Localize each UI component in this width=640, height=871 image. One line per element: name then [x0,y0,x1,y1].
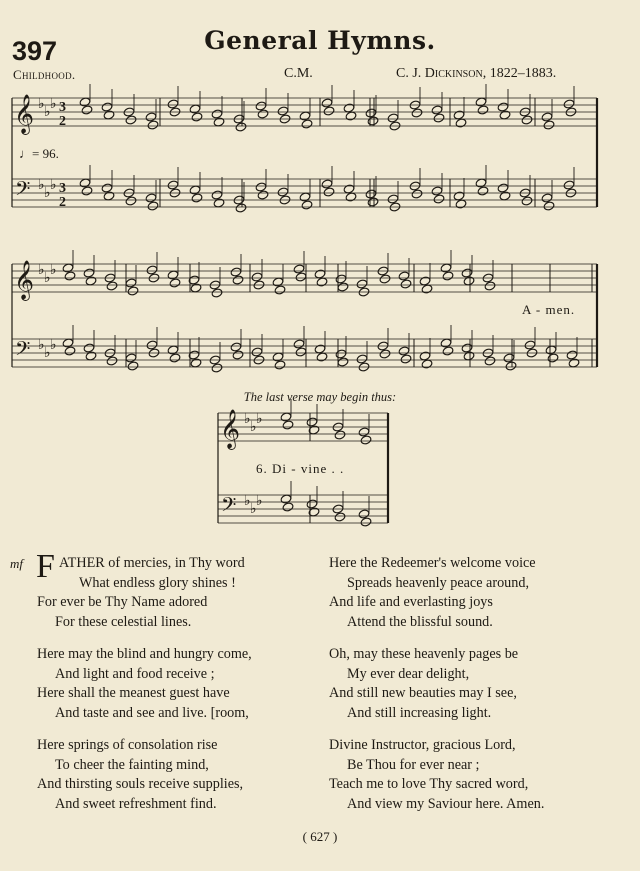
verse-line: Oh, may these heavenly pages be [329,646,519,662]
note-head [484,281,496,291]
note-head [189,185,201,195]
flat-icon: ♭ [50,177,57,193]
note-head [190,358,202,368]
bass-clef-icon: 𝄢 [221,493,237,521]
note-head [563,99,575,109]
verse-line: Here springs of consolation rise [37,737,218,753]
note-head [167,180,179,190]
note-head [356,354,368,364]
note-head [299,192,311,202]
note-head [230,267,242,277]
note-head [79,97,91,107]
note-head [360,517,372,527]
verse-2 [37,645,252,723]
flat-icon: ♭ [50,96,57,112]
flat-icon: ♭ [50,337,57,353]
note-head [521,115,533,125]
verse-line: Here shall the meanest guest have [37,685,230,701]
note-head [387,194,399,204]
note-head [431,105,443,115]
verse-line: For these celestial lines. [55,613,192,630]
note-head [79,178,91,188]
note-head [62,338,74,348]
note-head [563,180,575,190]
note-head [400,279,412,289]
note-head [146,340,158,350]
note-head [255,182,267,192]
note-head [145,112,157,122]
flat-icon: ♭ [44,345,51,361]
note-head [321,98,333,108]
note-head [323,106,335,116]
note-head [421,284,433,294]
note-head [103,191,115,201]
note-head [101,183,113,193]
last-verse-caption: The last verse may begin thus: [243,390,397,404]
verse-5 [329,645,518,723]
note-head [358,509,370,519]
composer-surname: Dickinson [424,66,483,81]
note-head [167,345,179,355]
note-head [272,277,284,287]
note-head [83,343,95,353]
time-signature: 2 [59,114,66,129]
note-head [125,196,137,206]
note-head [477,105,489,115]
note-head [232,275,244,285]
note-head [257,109,269,119]
note-head [453,110,465,120]
drop-cap: F [36,548,55,585]
amen-lyric: A - men. [522,302,576,317]
composer-initials: C. J. [396,66,422,81]
verse-line: ATHER of mercies, in Thy word [59,555,245,571]
tempo-marking: ♩= 96. [19,146,59,161]
verse-line: Be Thou for ever near ; [347,756,480,773]
time-signature: 3 [59,100,66,115]
note-head [411,189,423,199]
note-head [282,502,294,512]
note-head [497,183,509,193]
note-head [103,110,115,120]
note-head [433,194,445,204]
note-head [280,412,292,422]
note-head [257,190,269,200]
note-head [277,106,289,116]
note-head [64,346,76,356]
note-head [81,186,93,196]
note-head [235,122,247,132]
note-head [64,271,76,281]
verse-line: And view my Saviour here. Amen. [347,795,545,812]
note-head [321,179,333,189]
note-head [365,108,377,118]
note-head [213,198,225,208]
note-head [499,191,511,201]
note-head [343,184,355,194]
note-head [293,339,305,349]
verse-line: What endless glory shines ! [79,574,236,591]
note-head [345,111,357,121]
note-head [125,278,137,288]
treble-clef-icon: 𝄞 [220,409,241,449]
meter: C.M. [284,66,313,81]
note-head [277,187,289,197]
verse-line: And thirsting souls receive supplies, [37,776,244,792]
note-head [251,272,263,282]
note-head [440,263,452,273]
note-head [167,270,179,280]
note-head [543,201,555,211]
note-head [497,102,509,112]
flat-icon: ♭ [250,501,257,517]
note-head [274,285,286,295]
note-head [568,358,580,368]
note-head [314,269,326,279]
verse-line: To cheer the fainting mind, [55,756,209,773]
note-head [232,350,244,360]
note-head [566,350,578,360]
note-head [419,351,431,361]
note-head [125,115,137,125]
note-head [306,417,318,427]
treble-clef-icon: 𝄞 [14,260,35,300]
note-head [521,196,533,206]
flat-icon: ♭ [38,96,45,112]
note-head [211,288,223,298]
note-head [274,360,286,370]
dynamic-marking: mf [10,556,23,571]
note-head [421,359,433,369]
note-head [255,101,267,111]
note-head [358,427,370,437]
note-head [282,420,294,430]
note-head [106,356,118,366]
note-head [337,282,349,292]
note-head [295,347,307,357]
note-head [169,278,181,288]
note-head [127,286,139,296]
note-head [280,494,292,504]
note-head [191,193,203,203]
note-head [398,346,410,356]
verse-line: And still increasing light. [347,704,492,721]
page-number: ( 627 ) [302,829,338,844]
note-head [475,178,487,188]
verse-line: And light and food receive ; [55,665,215,682]
note-head [461,268,473,278]
note-head [316,352,328,362]
flat-icon: ♭ [256,411,263,427]
note-head [356,279,368,289]
note-head [251,347,263,357]
note-head [505,361,517,371]
note-head [499,110,511,120]
note-head [167,99,179,109]
note-head [127,361,139,371]
note-head [387,113,399,123]
verse-line: Attend the blissful sound. [347,613,493,630]
note-head [541,112,553,122]
verse-1 [37,554,245,632]
verse-line: For ever be Thy Name adored [37,594,208,610]
flat-icon: ♭ [256,493,263,509]
note-head [440,338,452,348]
note-head [411,108,423,118]
note-head [301,200,313,210]
flat-icon: ♭ [38,262,45,278]
note-head [453,191,465,201]
note-head [545,345,557,355]
note-head [442,346,454,356]
flat-icon: ♭ [244,411,251,427]
note-head [379,274,391,284]
note-head [477,186,489,196]
note-head [235,203,247,213]
note-head [360,435,372,445]
time-signature: 3 [59,181,66,196]
note-head [335,274,347,284]
time-signature: 2 [59,195,66,210]
note-head [455,199,467,209]
composer-dates: , 1822–1883. [482,66,557,81]
note-head [334,512,346,522]
bass-clef-icon: 𝄢 [15,337,31,365]
verse-6 [329,736,544,814]
note-head [547,353,559,363]
note-head [230,342,242,352]
bass-clef-icon: 𝄢 [15,177,31,205]
flat-icon: ♭ [38,337,45,353]
verse-line: Here may the blind and hungry come, [37,646,252,662]
note-head [334,430,346,440]
note-head [272,352,284,362]
note-head [190,283,202,293]
note-head [343,103,355,113]
note-head [85,276,97,286]
note-head [125,353,137,363]
note-head [191,112,203,122]
note-head [83,268,95,278]
note-head [147,201,159,211]
note-head [484,356,496,366]
note-head [463,351,475,361]
note-head [211,363,223,373]
flat-icon: ♭ [250,419,257,435]
note-head [475,97,487,107]
note-head [295,272,307,282]
note-head [335,349,347,359]
note-head [524,340,536,350]
note-head [442,271,454,281]
note-head [323,187,335,197]
verse-line: Here the Redeemer's welcome voice [329,555,536,571]
note-head [541,193,553,203]
note-head [433,113,445,123]
note-head [85,351,97,361]
note-head [293,264,305,274]
verse-line: And life and everlasting joys [329,594,493,610]
note-head [301,119,313,129]
verse-3 [37,736,243,814]
note-head [431,186,443,196]
flat-icon: ♭ [44,185,51,201]
note-head [543,120,555,130]
note-head [379,349,391,359]
note-head [306,499,318,509]
verse-4 [329,554,536,632]
flat-icon: ♭ [38,177,45,193]
flat-icon: ♭ [50,262,57,278]
hymn-number: 397 [12,36,58,66]
note-head [213,117,225,127]
note-head [169,353,181,363]
note-head [101,102,113,112]
note-head [367,197,379,207]
note-head [365,189,377,199]
verse-line: My ever dear delight, [347,665,470,682]
flat-icon: ♭ [244,493,251,509]
note-head [367,116,379,126]
note-head [189,104,201,114]
note-head [345,192,357,202]
note-head [106,281,118,291]
note-head [337,357,349,367]
verse-line: Divine Instructor, gracious Lord, [329,737,516,753]
flat-icon: ♭ [44,270,51,286]
note-head [299,111,311,121]
note-head [461,343,473,353]
note-head [503,353,515,363]
note-head [419,276,431,286]
last-verse-lyric: 6. Di - vine . . [256,461,345,476]
note-head [463,276,475,286]
verse-line: Teach me to love Thy sacred word, [329,776,529,792]
note-head [400,354,412,364]
note-head [316,277,328,287]
note-head [211,190,223,200]
note-head [455,118,467,128]
verse-line: And still new beauties may I see, [329,685,517,701]
note-head [147,120,159,130]
note-head [146,265,158,275]
treble-clef-icon: 𝄞 [14,94,35,134]
flat-icon: ♭ [44,104,51,120]
verse-line: And taste and see and live. [room, [55,704,249,721]
tune-name: Childhood. [13,67,76,82]
note-head [81,105,93,115]
note-head [145,193,157,203]
note-head [398,271,410,281]
note-head [314,344,326,354]
verse-line: And sweet refreshment find. [55,795,217,812]
page-heading: General Hymns. [204,26,436,55]
note-head [211,109,223,119]
verse-line: Spreads heavenly peace around, [347,574,529,591]
note-head [62,263,74,273]
